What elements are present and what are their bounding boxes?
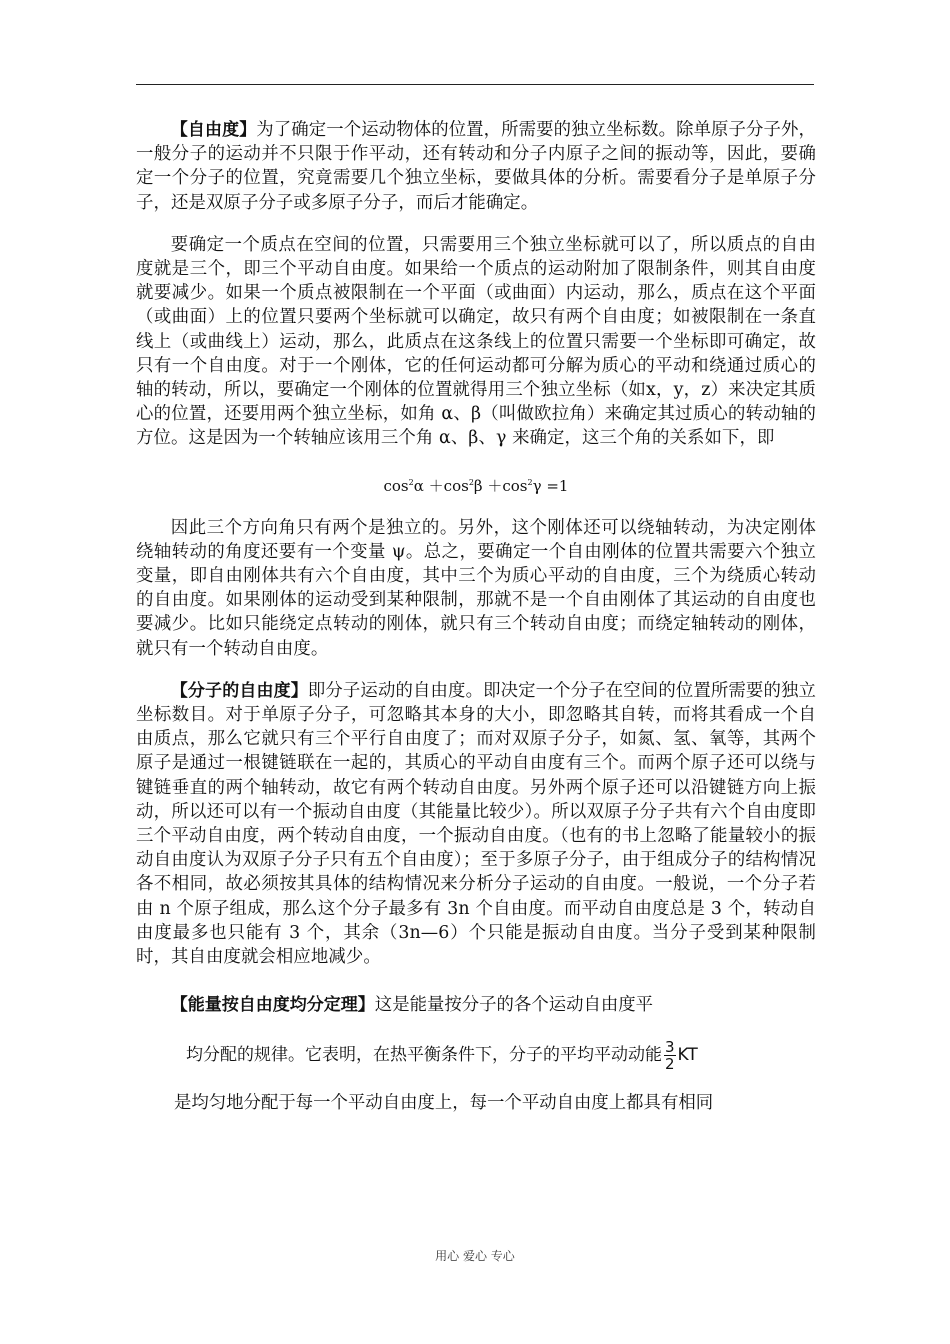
document-body xyxy=(136,118,816,1115)
paragraph-particle-and-rigid-body xyxy=(136,233,816,451)
paragraph-text: 因此三个方向角只有两个是独立的。另外，这个刚体还可以绕轴转动，为决定刚体绕轴转动的角度还要有一个变量 ψ。总之，要确定一个自由刚体的位置共需要六个独立变量，即自由刚体共有六个自由度，其中三个为质心平动的自由度，三个为绕质心转动的自由度。如果刚体的运动受到某种限制，那就不是一个自由刚体了其运动的自由度也要减少。比如只能绕定点转动的刚体，就只有三个转动自由度；而绕定轴转动的刚体，就只有一个转动自由度。 xyxy=(136,517,816,659)
kt-symbol: KT xyxy=(677,1045,698,1066)
paragraph-rigid-body-freedom xyxy=(136,516,816,661)
fraction-three-halves: $\frac{3}{2}$ xyxy=(665,1037,675,1073)
paragraph-text: 即分子运动的自由度。即决定一个分子在空间的位置所需要的独立坐标数目。对于单原子分子，可忽略其本身的大小，即忽略其自转，而将其看成一个自由质点，那么它就只有三个平行自由度了；而对双原子分子，如氮、氢、氧等，其两个原子是通过一根键链联在一起的，其质心的平动自由度有三个。而两个原子还可以绕与键链垂直的两个轴转动，故它有两个转动自由度。另外两个原子还可以沿键链方向上振动，所以还可以有一个振动自由度（其能量比较少）。所以双原子分子共有六个自由度即三个平动自由度，两个转动自由度，一个振动自由度。（也有的书上忽略了能量较小的振动自由度认为双原子分子只有五个自由度）；至于多原子分子，由于组成分子的结构情况各不相同，故必须按其具体的结构情况来分析分子运动的自由度。一般说，一个分子若由 n 个原子组成，那么这个分子最多有 3n 个自由度。而平动自由度总是 3 个，转动自由度最多也只能有 3 个，其余（3n—6）个只能是振动自由度。当分子受到某种限制时，其自由度就会相应地减少。 xyxy=(136,680,816,968)
paragraph-equipartition-heading xyxy=(136,993,816,1017)
paragraph-equipartition-line-3 xyxy=(136,1091,816,1115)
term-equipartition: 【能量按自由度均分定理】 xyxy=(170,995,375,1016)
paragraph-degree-of-freedom xyxy=(136,118,816,215)
paragraph-text: 为了确定一个运动物体的位置，所需要的独立坐标数。除单原子分子外，一般分子的运动并不只限于作平动，还有转动和分子内原子之间的振动等，因此，要确定一个分子的位置，究竟需要几个独立坐标，要做具体的分析。需要看分子是单原子分子，还是双原子分子或多原子分子，而后才能确定。 xyxy=(136,120,816,213)
paragraph-molecule-freedom xyxy=(136,679,816,969)
header-rule xyxy=(136,84,814,85)
page-footer: 用心 爱心 专心 xyxy=(435,1249,515,1263)
direction-cosine-formula: $\cos^2\alpha +\cos^2\beta +\cos^2\gamma =1$ xyxy=(383,476,569,495)
paragraph-text: 要确定一个质点在空间的位置，只需要用三个独立坐标就可以了，所以质点的自由度就是三个，即三个平动自由度。如果给一个质点的运动附加了限制条件，则其自由度就要减少。如果一个质点被限制在一个平面（或曲面）内运动，那么，质点在这个平面（或曲面）上的位置只要两个坐标就可以确定，故只有两个自由度；如被限制在一条直线上（或曲线上）运动，那么，此质点在这条线上的位置只需要一个坐标即可确定，故只有一个自由度。对于一个刚体，它的任何运动都可分解为质心的平动和绕通过质心的轴的转动，所以，要确定一个刚体的位置就得用三个独立坐标（如x，y，z）来决定其质心的位置，还要用两个独立坐标，如角 α、β（叫做欧拉角）来确定其过质心的转动轴的方位。这是因为一个转轴应该用三个角 α、β、γ 来确定，这三个角的关系如下，即 xyxy=(136,234,816,449)
paragraph-text: 这是能量按分子的各个运动自由度平 xyxy=(374,995,654,1016)
term-degree-of-freedom: 【自由度】 xyxy=(170,120,257,140)
term-molecule-freedom: 【分子的自由度】 xyxy=(170,680,308,701)
paragraph-text: 均分配的规律。它表明，在热平衡条件下，分子的平均平动动能 xyxy=(186,1045,662,1066)
paragraph-text: 是均匀地分配于每一个平动自由度上，每一个平动自由度上都具有相同 xyxy=(174,1093,714,1114)
paragraph-equipartition-line-2 xyxy=(136,1035,816,1075)
